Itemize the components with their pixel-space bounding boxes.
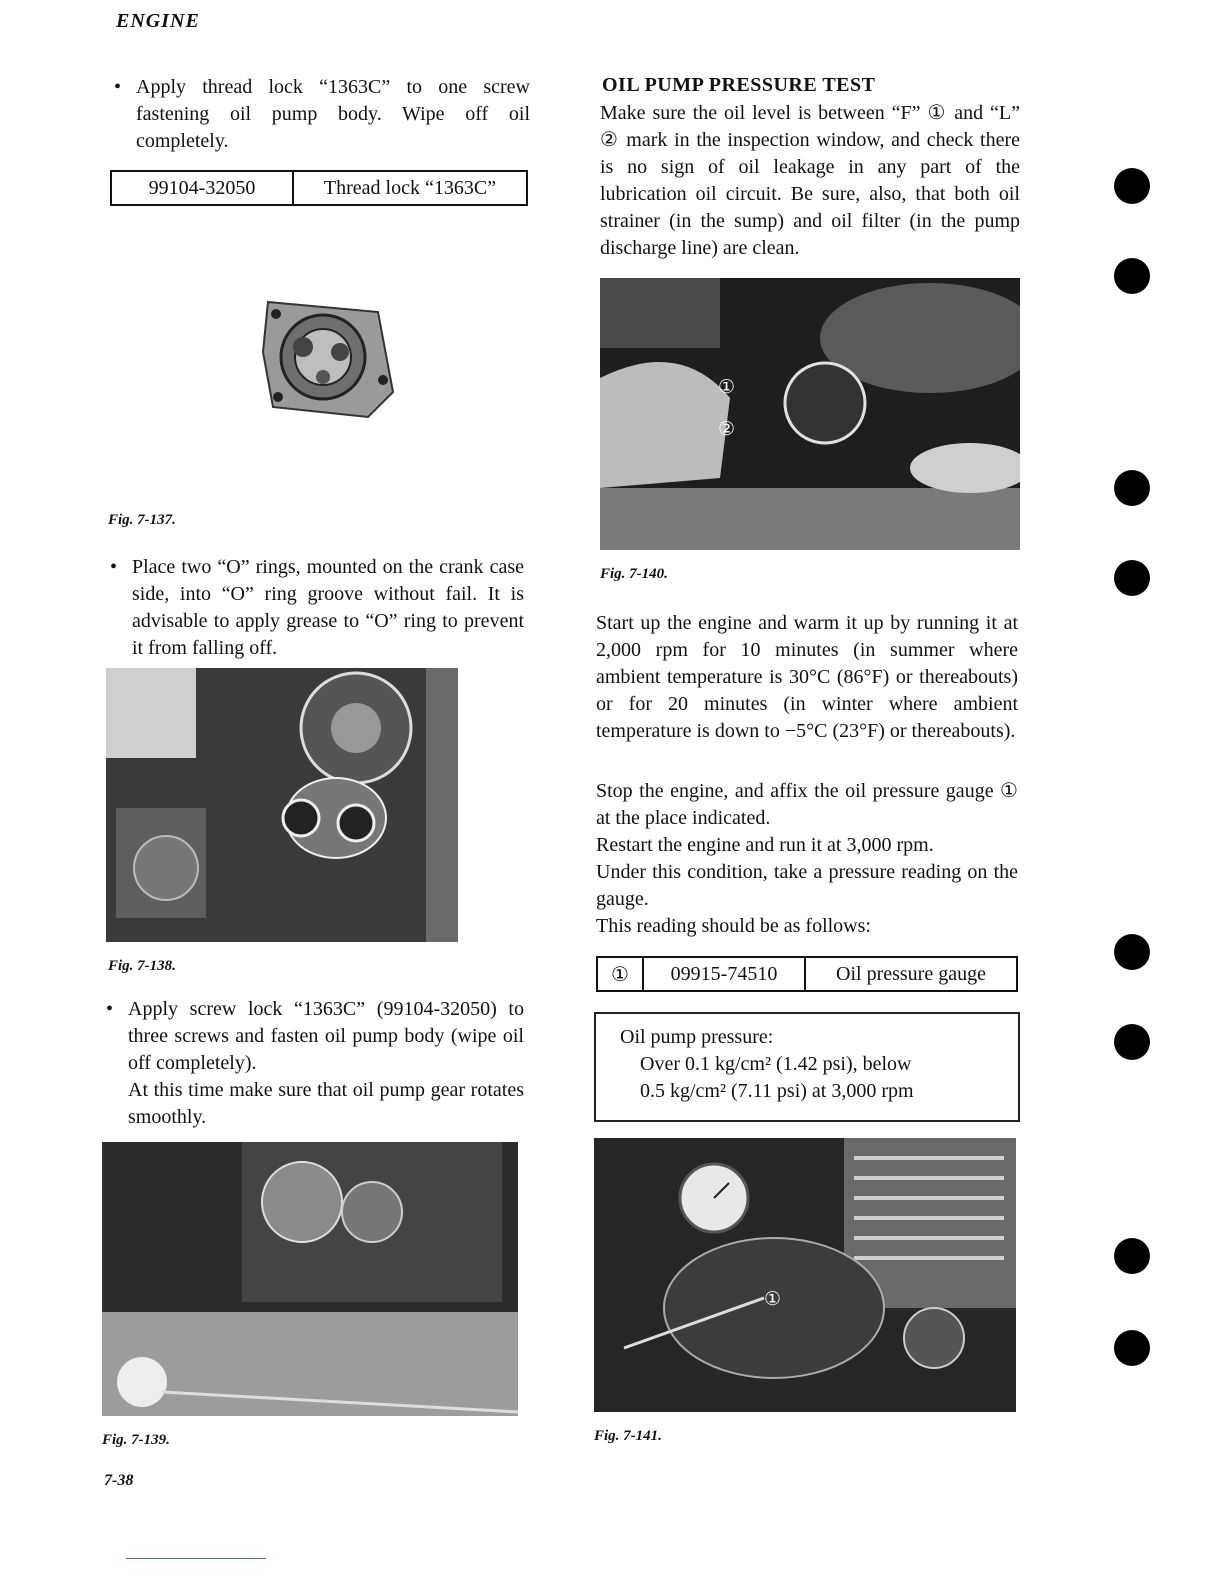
bullet-icon: • — [114, 76, 122, 98]
bullet-icon: • — [106, 998, 114, 1020]
part-number-cell: 99104-32050 — [111, 171, 293, 205]
ref-cell: ① — [597, 957, 643, 991]
reading-paragraph: Under this condition, take a pressure reading on the gauge. — [596, 861, 1018, 910]
spec-box — [594, 1012, 1020, 1122]
spec-title: Oil pump pressure: — [620, 1026, 774, 1048]
callout-label: ① — [764, 1289, 782, 1310]
oil-pump-installed-photo — [102, 1142, 518, 1416]
binder-hole-icon — [1114, 934, 1150, 970]
figure-caption: Fig. 7-138. — [108, 958, 176, 974]
restart-paragraph: Restart the engine and run it at 3,000 rpm. — [596, 834, 934, 856]
bullet-o-rings — [110, 554, 524, 662]
figure-caption: Fig. 7-137. — [108, 512, 176, 528]
spec-line: Over 0.1 kg/cm² (1.42 psi), below — [640, 1053, 912, 1075]
part-name-cell: Oil pressure gauge — [805, 957, 1017, 991]
page-number: 7-38 — [104, 1472, 134, 1489]
part-name-cell: Thread lock “1363C” — [293, 171, 527, 205]
bullet-icon: • — [110, 556, 118, 578]
bullet-text: At this time make sure that oil pump gear rotates smoothly. — [128, 1079, 524, 1128]
follows-paragraph: This reading should be as follows: — [596, 915, 871, 937]
bullet-text: Place two “O” rings, mounted on the crank case side, into “O” ring groove without fail. It is advisable to apply grease to “O” ring to prevent it from falling off. — [132, 556, 524, 659]
warm-up-paragraph: Start up the engine and warm it up by running it at 2,000 rpm for 10 minutes (in summer where ambient temperature is 30°C (86°F) or thereabouts) or for 20 minutes (in winter where ambient temperature is down to −5°C (23°F) or thereabouts). — [596, 612, 1018, 742]
section-heading: OIL PUMP PRESSURE TEST — [602, 74, 876, 96]
gauge-table — [596, 956, 1018, 992]
oil-level-paragraph: Make sure the oil level is between “F” ① and “L” ② mark in the inspection window, and check there is no sign of oil leakage in any part of the lubrication oil circuit. Be sure, also, that both oil strainer (in the sump) and oil filter (in the pump discharge line) are clean. — [600, 102, 1020, 259]
figure-caption: Fig. 7-139. — [102, 1432, 170, 1448]
footer-rule — [126, 1558, 266, 1559]
page-header: ENGINE — [116, 10, 200, 32]
bullet-text: Apply thread lock “1363C” to one screw fastening oil pump body. Wipe off oil completely. — [136, 76, 530, 152]
callout-label: ① — [718, 377, 736, 398]
callout-label: ② — [718, 419, 736, 440]
binder-hole-icon — [1114, 560, 1150, 596]
binder-hole-icon — [1114, 470, 1150, 506]
inspection-window-photo — [600, 278, 1020, 550]
oil-pump-body-photo — [258, 292, 398, 422]
spec-line: 0.5 kg/cm² (7.11 psi) at 3,000 rpm — [640, 1080, 914, 1102]
bullet-text: Apply screw lock “1363C” (99104-32050) to three screws and fasten oil pump body (wipe oil off completely). — [128, 998, 524, 1074]
binder-hole-icon — [1114, 1238, 1150, 1274]
bullet-apply-screw-lock — [106, 996, 524, 1131]
crankcase-o-rings-photo — [106, 668, 458, 942]
binder-hole-icon — [1114, 258, 1150, 294]
binder-hole-icon — [1114, 1330, 1150, 1366]
figure-caption: Fig. 7-140. — [600, 566, 668, 582]
figure-caption: Fig. 7-141. — [594, 1428, 662, 1444]
gauge-paragraph: Stop the engine, and affix the oil pressure gauge ① at the place indicated. — [596, 780, 1018, 829]
pressure-gauge-photo — [594, 1138, 1016, 1412]
binder-hole-icon — [1114, 168, 1150, 204]
thread-lock-table — [110, 170, 528, 206]
bullet-apply-thread-lock — [114, 74, 530, 155]
part-number-cell: 09915-74510 — [643, 957, 805, 991]
binder-hole-icon — [1114, 1024, 1150, 1060]
